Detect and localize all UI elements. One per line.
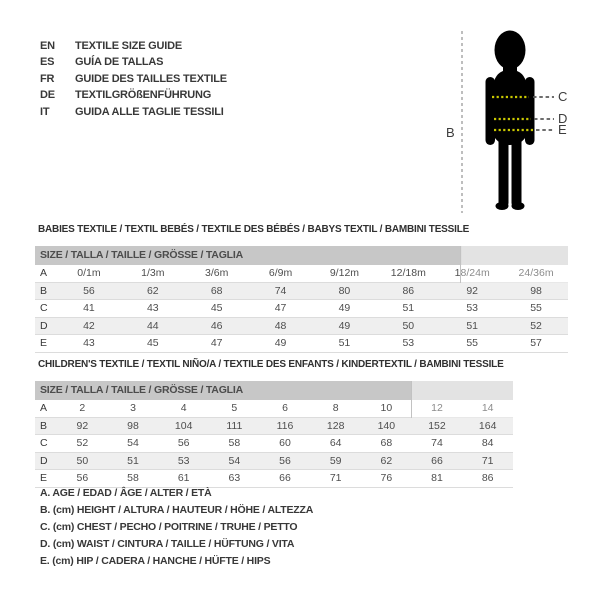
table-row xyxy=(35,300,568,318)
table-cell: 41 xyxy=(83,302,95,314)
hip-label: E xyxy=(558,122,567,137)
table-cell: 6 xyxy=(282,402,288,414)
babies-table-title: BABIES TEXTILE / TEXTIL BEBÉS / TEXTILE DES BÉBÉS / BABYS TEXTIL / BAMBINI TESSILE xyxy=(38,224,470,235)
row-label: C xyxy=(40,437,48,449)
table-cell: 84 xyxy=(481,437,494,449)
language-title: GUIDE DES TAILLES TEXTILE xyxy=(75,72,227,85)
table-cell: 49 xyxy=(338,302,351,314)
table-row xyxy=(35,265,568,283)
language-row xyxy=(40,87,227,103)
table-cell: 24/36m xyxy=(518,267,554,279)
table-cell: 152 xyxy=(428,419,446,432)
table-cell: 92 xyxy=(76,419,89,432)
table-cell: 0/1m xyxy=(77,267,101,279)
legend-line: E. (cm) HIP / CADERA / HANCHE / HÜFTE / HIPS xyxy=(40,555,271,567)
table-cell: 81 xyxy=(431,472,443,484)
chest-label: C xyxy=(558,89,568,104)
table-cell: 68 xyxy=(380,437,393,449)
table-cell: 45 xyxy=(210,302,223,314)
table-cell: 53 xyxy=(402,337,415,349)
children-table-body xyxy=(35,400,513,488)
table-cell: 64 xyxy=(329,437,342,449)
table-cell: 59 xyxy=(329,454,342,467)
table-cell: 47 xyxy=(274,302,287,314)
language-code: IT xyxy=(40,105,50,118)
table-cell: 164 xyxy=(478,419,497,432)
table-cell: 61 xyxy=(177,472,190,484)
table-cell: 48 xyxy=(274,319,287,332)
row-label: B xyxy=(40,284,48,297)
language-list xyxy=(40,38,227,120)
table-cell: 56 xyxy=(83,284,95,297)
waist-label: D xyxy=(558,111,568,126)
table-cell: 52 xyxy=(76,437,89,449)
table-cell: 86 xyxy=(481,472,494,484)
table-cell: 47 xyxy=(210,337,223,349)
table-cell: 18/24m xyxy=(454,267,490,279)
language-code: ES xyxy=(40,56,55,69)
table-cell: 54 xyxy=(127,437,139,449)
table-cell: 60 xyxy=(279,437,291,449)
table-cell: 56 xyxy=(76,472,89,484)
table-cell: 62 xyxy=(380,454,393,467)
table-cell: 5 xyxy=(231,402,238,414)
table-cell: 68 xyxy=(210,284,223,297)
table-cell: 49 xyxy=(338,319,351,332)
language-code: DE xyxy=(40,89,55,102)
legend-line: C. (cm) CHEST / PECHO / POITRINE / TRUHE / PETTO xyxy=(40,521,298,533)
table-cell: 8 xyxy=(332,402,339,414)
children-table-title: CHILDREN'S TEXTILE / TEXTIL NIÑO/A / TEXTILE DES ENFANTS / KINDERTEXTIL / BAMBINI TESSILE xyxy=(38,359,504,370)
table-cell: 86 xyxy=(402,284,415,297)
language-title: GUIDA ALLE TAGLIE TESSILI xyxy=(75,105,224,118)
table-cell: 58 xyxy=(228,437,241,449)
table-cell: 104 xyxy=(174,419,193,432)
child-silhouette-figure xyxy=(440,20,600,220)
table-cell: 74 xyxy=(431,437,443,449)
table-cell: 128 xyxy=(326,419,345,432)
language-row xyxy=(40,71,227,87)
table-cell: 53 xyxy=(466,302,479,314)
table-cell: 116 xyxy=(276,419,294,432)
row-label: E xyxy=(40,472,48,484)
language-row xyxy=(40,54,227,70)
language-row xyxy=(40,38,227,54)
table-cell: 54 xyxy=(228,454,241,467)
language-title: GUÍA DE TALLAS xyxy=(75,56,164,69)
table-cell: 52 xyxy=(530,319,542,332)
child-silhouette xyxy=(486,31,535,211)
table-cell: 14 xyxy=(481,402,494,414)
table-cell: 51 xyxy=(338,337,351,349)
table-cell: 12 xyxy=(431,402,443,414)
measurement-legend xyxy=(40,485,313,570)
babies-table-body xyxy=(35,265,568,353)
table-cell: 46 xyxy=(210,319,223,332)
table-cell: 55 xyxy=(466,337,479,349)
row-label: D xyxy=(40,454,48,467)
language-code: EN xyxy=(40,40,55,52)
table-row xyxy=(35,418,513,436)
table-cell: 9/12m xyxy=(329,267,360,279)
legend-line: A. AGE / EDAD / ÂGE / ALTER / ETÀ xyxy=(40,487,212,499)
table-cell: 12/18m xyxy=(390,267,426,279)
table-cell: 66 xyxy=(431,454,443,467)
row-label: C xyxy=(40,302,48,314)
babies-size-table xyxy=(35,246,568,353)
table-cell: 3 xyxy=(130,402,136,414)
table-cell: 43 xyxy=(146,302,159,314)
table-cell: 49 xyxy=(274,337,287,349)
table-cell: 57 xyxy=(530,337,542,349)
table-row xyxy=(35,283,568,301)
babies-table-header: SIZE / TALLA / TAILLE / GRÖSSE / TAGLIA xyxy=(35,246,568,265)
table-cell: 74 xyxy=(274,284,287,297)
children-size-table xyxy=(35,381,513,488)
table-cell: 6/9m xyxy=(268,267,293,279)
table-cell: 76 xyxy=(380,472,393,484)
language-row xyxy=(40,104,227,120)
table-cell: 92 xyxy=(466,284,479,297)
table-cell: 42 xyxy=(83,319,95,332)
row-label: E xyxy=(40,337,48,349)
table-cell: 1/3m xyxy=(141,267,165,279)
legend-line: D. (cm) WAIST / CINTURA / TAILLE / HÜFTUNG / VITA xyxy=(40,538,295,550)
table-row xyxy=(35,318,568,336)
table-cell: 63 xyxy=(228,472,241,484)
table-cell: 10 xyxy=(380,402,393,414)
language-title: TEXTILGRÖßENFÜHRUNG xyxy=(75,89,212,102)
legend-line: B. (cm) HEIGHT / ALTURA / HAUTEUR / HÖHE / ALTEZZA xyxy=(40,504,314,516)
table-cell: 2 xyxy=(79,402,86,414)
table-cell: 71 xyxy=(481,454,494,467)
table-row xyxy=(35,435,513,453)
language-code: FR xyxy=(40,72,55,85)
table-cell: 51 xyxy=(402,302,415,314)
table-cell: 53 xyxy=(177,454,190,467)
table-cell: 44 xyxy=(146,319,159,332)
language-title: TEXTILE SIZE GUIDE xyxy=(75,40,183,52)
children-table-header: SIZE / TALLA / TAILLE / GRÖSSE / TAGLIA xyxy=(35,381,513,400)
table-cell: 98 xyxy=(530,284,542,297)
table-cell: 56 xyxy=(279,454,291,467)
row-label: A xyxy=(40,402,48,414)
table-cell: 98 xyxy=(127,419,139,432)
table-row xyxy=(35,453,513,471)
table-cell: 55 xyxy=(530,302,542,314)
table-cell: 45 xyxy=(146,337,159,349)
table-cell: 140 xyxy=(377,419,396,432)
table-cell: 51 xyxy=(127,454,139,467)
table-cell: 111 xyxy=(226,419,243,432)
row-label: B xyxy=(40,419,48,432)
row-label: D xyxy=(40,319,48,332)
table-cell: 66 xyxy=(279,472,291,484)
table-cell: 62 xyxy=(146,284,159,297)
table-cell: 71 xyxy=(329,472,342,484)
table-cell: 50 xyxy=(402,319,415,332)
table-cell: 3/6m xyxy=(205,267,229,279)
table-row xyxy=(35,335,568,353)
table-cell: 51 xyxy=(466,319,479,332)
table-cell: 80 xyxy=(338,284,351,297)
table-cell: 43 xyxy=(83,337,95,349)
row-label: A xyxy=(40,267,48,279)
table-cell: 50 xyxy=(76,454,89,467)
table-cell: 4 xyxy=(180,402,187,414)
table-cell: 58 xyxy=(127,472,139,484)
table-row xyxy=(35,400,513,418)
height-label: B xyxy=(446,125,455,140)
table-cell: 56 xyxy=(177,437,190,449)
